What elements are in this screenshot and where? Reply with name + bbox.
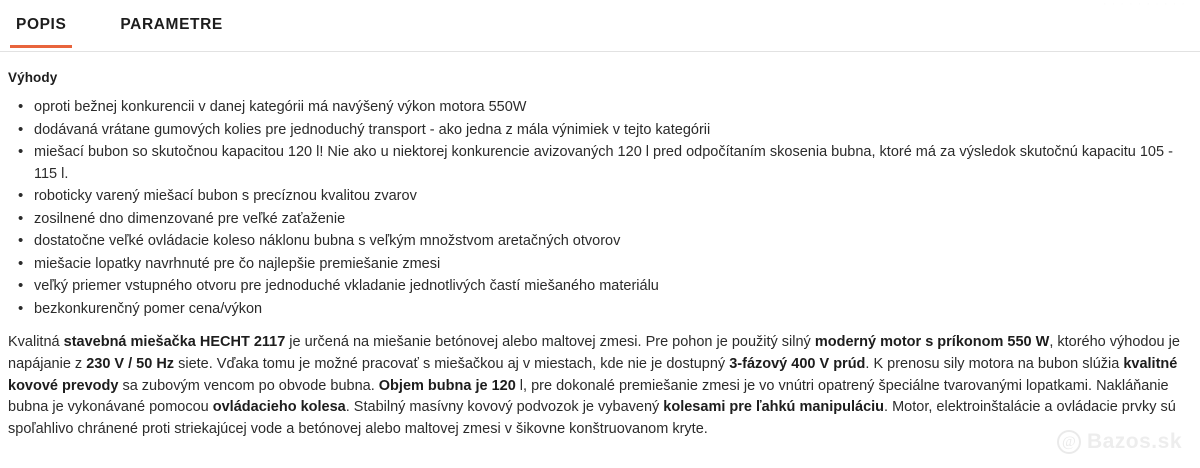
list-item: • oproti bežnej konkurencii v danej kategórii má navýšený výkon motora 550W [8, 97, 1192, 119]
list-item: • miešacie lopatky navrhnuté pre čo najlepšie premiešanie zmesi [8, 254, 1192, 276]
at-sign-icon: @ [1057, 430, 1081, 454]
cut-off-header-text: · · · · · · · · · · [1102, 0, 1186, 10]
emphasis-text: Objem bubna je 120 [378, 377, 516, 394]
body-text: siete. Vďaka tomu je možné pracovať s miešačkou aj v miestach, kde nie je dostupný [174, 355, 730, 372]
benefits-list [8, 97, 1192, 320]
emphasis-text: kolesami pre ľahkú manipuláciu [663, 399, 885, 416]
list-item: • miešací bubon so skutočnou kapacitou 120 l! Nie ako u niektorej konkurencie avizovaných 120 l pred odpočítaním skosenia bubna, ktoré má za výsledok skutočnú kapacitu 105 - 115 l. [8, 142, 1192, 185]
emphasis-text: 3-fázový 400 V prúd [729, 355, 866, 372]
tab-parametre[interactable] [114, 16, 228, 47]
product-description [8, 332, 1192, 441]
tab-popis-label: POPIS [16, 16, 67, 33]
watermark-label: Bazos.sk [1086, 430, 1182, 453]
tab-parametre-label: PARAMETRE [120, 16, 223, 33]
body-text: Kvalitná [8, 334, 64, 350]
list-item: • dostatočne veľké ovládacie koleso náklonu bubna s veľkým množstvom aretačných otvorov [8, 231, 1192, 253]
body-text: . K prenosu sily motora na bubon slúžia [865, 355, 1124, 372]
emphasis-text: ovládacieho kolesa [212, 399, 346, 416]
emphasis-text: 230 V / 50 Hz [86, 355, 175, 372]
body-text: l, pre dokonalé premiešanie zmesi je vo vnútri opatrený špeciálne tvarovanými lopatkami. Nakláňanie bubna je vykonávané pomocou [8, 377, 1169, 416]
emphasis-text: kvalitné kovové prevody [8, 355, 1178, 394]
benefits-heading: Výhody [8, 70, 58, 85]
list-item: • dodávaná vrátane gumových kolies pre jednoduchý transport - ako jedna z mála výnimiek v tejto kategórii [8, 120, 1192, 142]
list-item: • veľký priemer vstupného otvoru pre jednoduché vkladanie jednotlivých častí miešaného materiálu [8, 276, 1192, 298]
body-text: , ktorého výhodou je napájanie z [8, 334, 1180, 372]
body-text: . Motor, elektroinštalácie a ovládacie prvky sú spoľahlivo chránené proti striekajúcej vode a betónovej alebo maltovej zmesi v šikovne konštruovanom kryte. [8, 399, 1176, 438]
tab-panel-popis [8, 70, 1192, 441]
list-item: • roboticky varený miešací bubon s precíznou kvalitou zvarov [8, 186, 1192, 208]
list-item: • zosilnené dno dimenzované pre veľké zaťaženie [8, 209, 1192, 231]
tab-popis[interactable] [10, 16, 72, 47]
body-text: sa zubovým vencom po obvode bubna. [118, 377, 379, 394]
emphasis-text: moderný motor s príkonom 550 W [814, 334, 1050, 350]
body-text: . Stabilný masívny kovový podvozok je vybavený [345, 399, 664, 416]
product-tabbar [0, 16, 1200, 52]
body-text: je určená na miešanie betónovej alebo maltovej zmesi. Pre pohon je použitý silný [285, 334, 815, 350]
list-item: • bezkonkurenčný pomer cena/výkon [8, 299, 1192, 321]
emphasis-text: stavebná miešačka HECHT 2117 [63, 334, 286, 350]
page-top-strip [0, 0, 1200, 8]
